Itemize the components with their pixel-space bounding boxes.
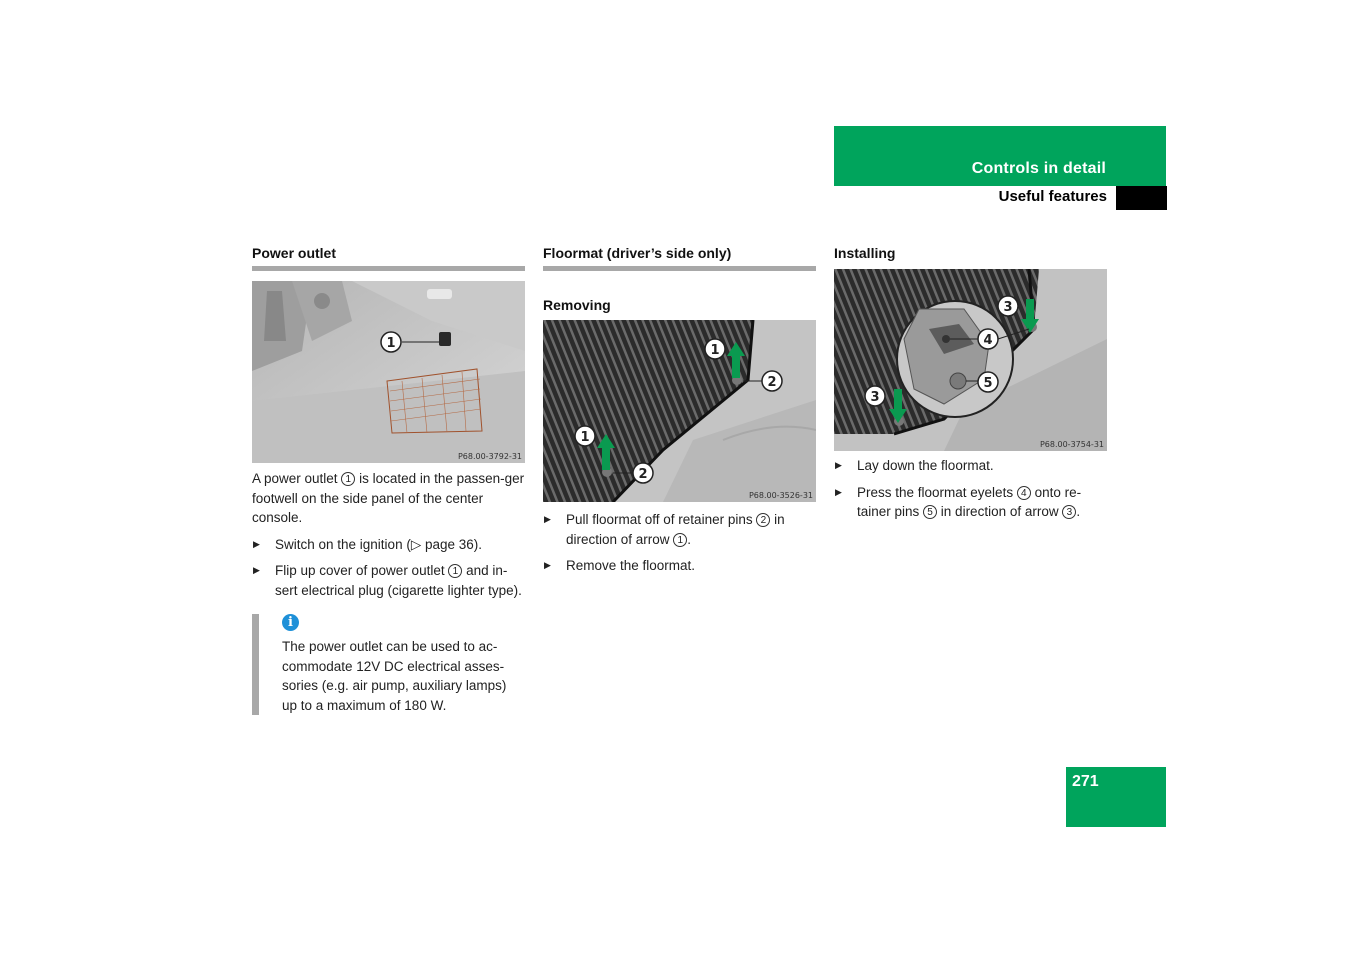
column-power-outlet [252, 245, 525, 715]
figure-code: P68.00-3526-31 [748, 491, 813, 500]
svg-text:4: 4 [983, 333, 993, 348]
power-outlet-description: A power outlet 1 is located in the passen-ger footwell on the side panel of the center console. [252, 471, 525, 525]
heading-power-outlet: Power outlet [252, 245, 337, 261]
heading-rule [543, 266, 816, 271]
step-press-eyelets: ▶ Press the floormat eyelets 4 onto re-tainer pins 5 in direction of arrow 3 . [834, 483, 1107, 522]
ref-5: 5 [923, 505, 937, 519]
figure-floormat-installing [834, 269, 1107, 451]
section-subtitle: Useful features [998, 188, 1107, 205]
svg-text:3: 3 [1003, 300, 1013, 315]
section-header-bar [834, 126, 1166, 186]
heading-rule [252, 266, 525, 271]
page-number-box [1066, 767, 1166, 827]
subheading-removing: Removing [543, 297, 611, 313]
ref-3: 3 [1062, 505, 1076, 519]
column-floormat-removing [543, 245, 816, 576]
step-pull-floormat: ▶ Pull floormat off of retainer pins 2 in direction of arrow 1 . [543, 510, 816, 549]
chapter-title: Controls in detail [971, 160, 1106, 177]
svg-text:2: 2 [638, 467, 648, 482]
page-number: 271 [1072, 773, 1099, 790]
svg-text:1: 1 [710, 343, 720, 358]
svg-text:3: 3 [870, 390, 880, 405]
svg-text:1: 1 [580, 430, 590, 445]
figure-code: P68.00-3792-31 [457, 452, 522, 461]
svg-text:5: 5 [983, 376, 993, 391]
info-text: The power outlet can be used to ac-commodate 12V DC electrical asses-sories (e.g. air pump, auxiliary lamps) up to a maximum of 180 W. [282, 639, 507, 713]
info-note [252, 614, 525, 715]
heading-floormat: Floormat (driver’s side only) [543, 245, 732, 261]
info-icon: i [282, 614, 299, 631]
step-flip-cover: ▶ Flip up cover of power outlet 1 and in-sert electrical plug (cigarette lighter type). [252, 561, 525, 600]
figure-power-outlet [252, 281, 525, 463]
step-lay-down: ▶ Lay down the floormat. [834, 456, 1107, 476]
section-marker [1116, 186, 1167, 210]
column-floormat-installing [834, 245, 1107, 522]
ref-1: 1 [341, 472, 355, 486]
ref-2: 2 [756, 513, 770, 527]
ref-4: 4 [1017, 486, 1031, 500]
ref-1: 1 [673, 533, 687, 547]
step-remove-floormat: ▶ Remove the floormat. [543, 556, 816, 576]
svg-text:2: 2 [767, 375, 777, 390]
heading-installing: Installing [834, 245, 896, 261]
callout-1: 1 [386, 336, 396, 351]
figure-floormat-removing [543, 320, 816, 502]
figure-code: P68.00-3754-31 [1039, 440, 1104, 449]
ref-1: 1 [448, 564, 462, 578]
step-switch-ignition: ▶ Switch on the ignition (▷ page 36). [252, 535, 525, 555]
